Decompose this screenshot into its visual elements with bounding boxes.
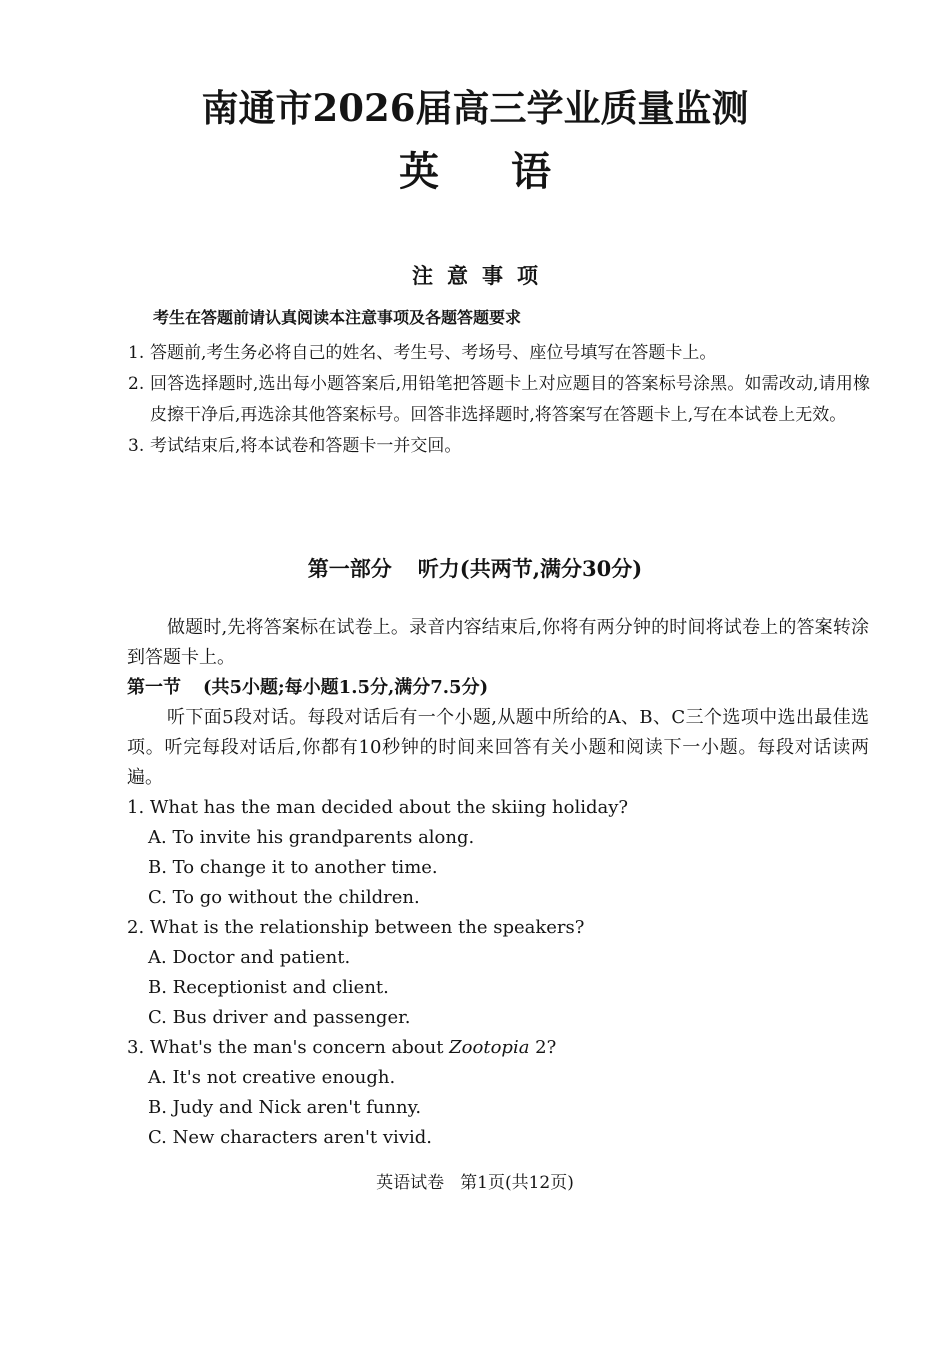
question-stem: 1. What has the man decided about the skiing holiday?	[127, 797, 629, 818]
section-instructions: 听下面5段对话。每段对话后有一个小题,从题中所给的A、B、C三个选项中选出最佳选项。听完每段对话后,你都有10秒钟的时间来回答有关小题和阅读下一小题。每段对话读两遍。	[127, 707, 869, 788]
answer-option: B. Judy and Nick aren't funny.	[148, 1097, 422, 1118]
answer-option: B. To change it to another time.	[148, 857, 438, 878]
notice-intro: 考生在答题前请认真阅读本注意事项及各题答题要求	[153, 308, 522, 327]
question-stem	[127, 1033, 869, 1063]
listening-section	[127, 613, 869, 1153]
notice-item-number: 1.	[128, 343, 145, 363]
part-label: 第一部分	[307, 556, 392, 581]
answer-option: A. To invite his grandparents along.	[148, 827, 475, 848]
section-detail: (共5小题;每小题1.5分,满分7.5分)	[203, 677, 489, 698]
notice-item	[128, 369, 870, 431]
subject-title: 英语	[399, 148, 623, 195]
notice-item-text: 答题前,考生务必将自己的姓名、考生号、考场号、座位号填写在答题卡上。	[150, 343, 717, 363]
notice-item-number: 3.	[128, 436, 145, 456]
part-heading	[0, 553, 950, 583]
question-stem: 2. What is the relationship between the speakers?	[127, 917, 585, 938]
notice-item-text: 回答选择题时,选出每小题答案后,用铅笔把答题卡上对应题目的答案标号涂黑。如需改动,请用橡皮擦干净后,再选涂其他答案标号。回答非选择题时,将答案写在答题卡上,写在本试卷上无效。	[150, 374, 870, 425]
notice-item	[128, 338, 870, 369]
exam-title: 南通市2026届高三学业质量监测	[201, 86, 749, 130]
answer-option: C. Bus driver and passenger.	[148, 1007, 411, 1028]
footer-page-info: 第1页(共12页)	[460, 1173, 574, 1193]
notice-item	[128, 431, 870, 462]
part-title: 听力(共两节,满分30分)	[417, 556, 643, 581]
answer-option: C. New characters aren't vivid.	[148, 1127, 432, 1148]
question-stem-prefix: 3. What's the man's concern about	[127, 1037, 450, 1058]
notice-item-number: 2.	[128, 374, 145, 394]
answer-option: A. It's not creative enough.	[148, 1067, 396, 1088]
answer-option: A. Doctor and patient.	[148, 947, 351, 968]
section-heading	[127, 673, 869, 703]
part-instructions: 做题时,先将答案标在试卷上。录音内容结束后,你将有两分钟的时间将试卷上的答案转涂到答题卡上。	[127, 617, 869, 668]
notice-heading: 注意事项	[412, 263, 552, 288]
section-label: 第一节	[127, 677, 181, 698]
notice-item-text: 考试结束后,将本试卷和答题卡一并交回。	[150, 436, 462, 456]
footer-subject: 英语试卷	[376, 1173, 445, 1193]
answer-option: B. Receptionist and client.	[148, 977, 389, 998]
question-stem-suffix: 2?	[529, 1037, 557, 1058]
notice-list	[128, 338, 870, 462]
movie-title: Zootopia	[449, 1037, 530, 1058]
page-footer	[0, 1168, 950, 1193]
answer-option: C. To go without the children.	[148, 887, 420, 908]
